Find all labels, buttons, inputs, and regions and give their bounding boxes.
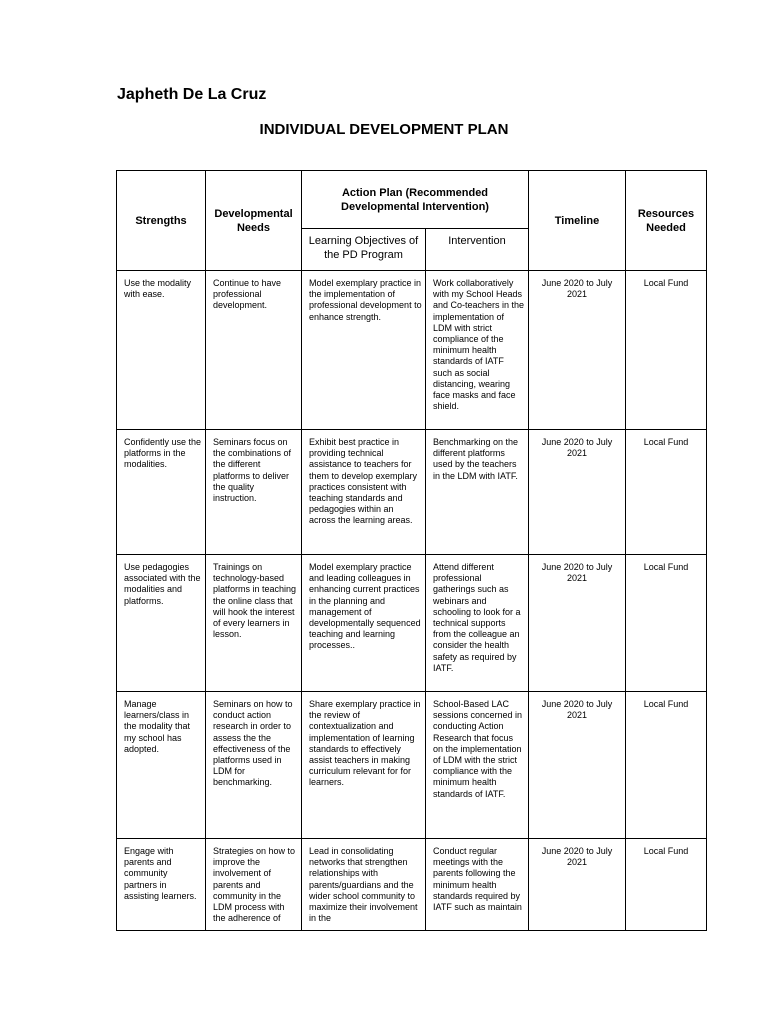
document-title: INDIVIDUAL DEVELOPMENT PLAN	[259, 121, 509, 138]
cell-intervention: Attend different professional gatherings such as webinars and schooling to look for a technical supports from the colleague an consider the health safety as required by IATF.	[426, 555, 529, 692]
cell-resources: Local Fund	[626, 271, 707, 430]
table-row	[117, 555, 707, 692]
cell-needs: Strategies on how to improve the involvement of parents and community in the LDM process with the adherence of	[206, 839, 302, 931]
cell-intervention: Benchmarking on the different platforms used by the teachers in the LDM with IATF.	[426, 430, 529, 555]
cell-needs: Seminars focus on the combinations of the different platforms to deliver the quality instruction.	[206, 430, 302, 555]
cell-resources: Local Fund	[626, 839, 707, 931]
development-plan-table	[116, 170, 707, 931]
table-row	[117, 430, 707, 555]
header-intervention: Intervention	[426, 229, 529, 271]
cell-objectives: Exhibit best practice in providing technical assistance to teachers for them to develop exemplary practices consistent with teaching standards and pedagogies within an across the learning areas.	[302, 430, 426, 555]
cell-objectives: Model exemplary practice in the implementation of professional development to enhance strength.	[302, 271, 426, 430]
cell-needs: Trainings on technology-based platforms in teaching the online class that will hook the interest of every learners in lesson.	[206, 555, 302, 692]
cell-strengths: Use pedagogies associated with the modalities and platforms.	[117, 555, 206, 692]
cell-objectives: Model exemplary practice and leading colleagues in enhancing current practices in the planning and management of developmentally sequenced teaching and learning processes..	[302, 555, 426, 692]
table-row	[117, 692, 707, 839]
cell-strengths: Confidently use the platforms in the modalities.	[117, 430, 206, 555]
cell-needs: Continue to have professional development.	[206, 271, 302, 430]
author-name: Japheth De La Cruz	[117, 86, 267, 103]
table-header	[117, 171, 707, 271]
cell-timeline: June 2020 to July 2021	[529, 271, 626, 430]
table-row	[117, 839, 707, 931]
cell-timeline: June 2020 to July 2021	[529, 430, 626, 555]
table-row	[117, 271, 707, 430]
cell-resources: Local Fund	[626, 555, 707, 692]
cell-strengths: Manage learners/class in the modality that my school has adopted.	[117, 692, 206, 839]
cell-resources: Local Fund	[626, 692, 707, 839]
cell-timeline: June 2020 to July 2021	[529, 692, 626, 839]
cell-needs: Seminars on how to conduct action research in order to assess the the effectiveness of the platforms used in LDM for benchmarking.	[206, 692, 302, 839]
cell-strengths: Use the modality with ease.	[117, 271, 206, 430]
header-action-plan: Action Plan (Recommended Developmental Intervention)	[302, 171, 529, 229]
cell-timeline: June 2020 to July 2021	[529, 839, 626, 931]
header-developmental-needs: Developmental Needs	[206, 171, 302, 271]
header-resources-needed: Resources Needed	[626, 171, 707, 271]
cell-intervention: Conduct regular meetings with the parents following the minimum health standards required by IATF such as maintain	[426, 839, 529, 931]
cell-intervention: School-Based LAC sessions concerned in conducting Action Research that focus on the implementation of LDM with the strict compliance with the minimum health standards of IATF.	[426, 692, 529, 839]
header-timeline: Timeline	[529, 171, 626, 271]
header-strengths: Strengths	[117, 171, 206, 271]
header-learning-objectives: Learning Objectives of the PD Program	[302, 229, 426, 271]
cell-objectives: Lead in consolidating networks that strengthen relationships with parents/guardians and the wider school community to maximize their involvement in the	[302, 839, 426, 931]
cell-objectives: Share exemplary practice in the review of contextualization and implementation of learning standards to effectively assist teachers in making curriculum relevant for for learners.	[302, 692, 426, 839]
cell-intervention: Work collaboratively with my School Heads and Co-teachers in the implementation of LDM with strict compliance of the minimum health standards of IATF such as social distancing, wearing face masks and face shield.	[426, 271, 529, 430]
cell-timeline: June 2020 to July 2021	[529, 555, 626, 692]
cell-strengths: Engage with parents and community partners in assisting learners.	[117, 839, 206, 931]
cell-resources: Local Fund	[626, 430, 707, 555]
